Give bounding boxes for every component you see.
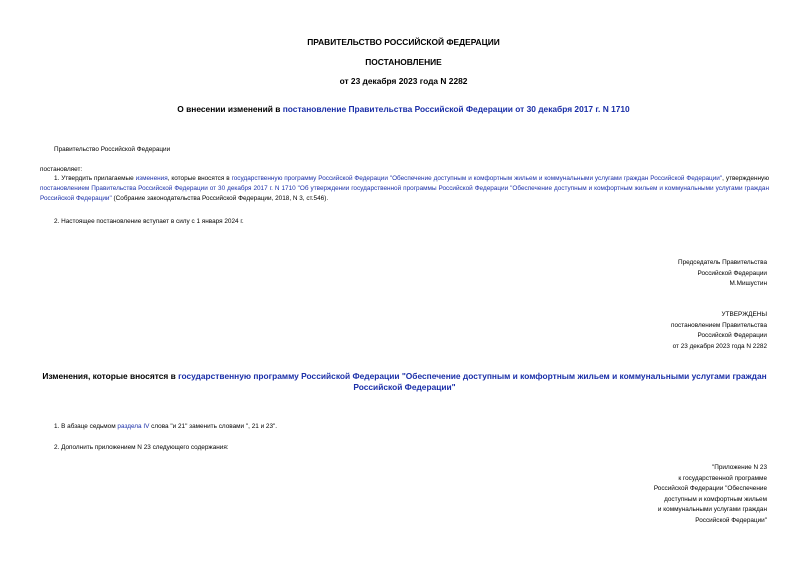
approved-block bbox=[671, 310, 767, 352]
change-item-1 bbox=[54, 422, 277, 432]
appendix-line-2: к государственной программе bbox=[678, 474, 767, 482]
change-item-2: 2. Дополнить приложением N 23 следующего содержания: bbox=[54, 444, 229, 451]
paragraph-1-text-d: (Собрание законодательства Российской Федерации, 2018, N 3, ст.546). bbox=[111, 195, 329, 202]
appendix-line-5: и коммунальными услугами граждан bbox=[657, 506, 767, 513]
document-date-number: от 23 декабря 2023 года N 2282 bbox=[339, 76, 468, 86]
changes-title-prefix: Изменения, которые вносятся в bbox=[42, 371, 179, 381]
document-title-prefix: О внесении изменений в bbox=[177, 104, 283, 114]
government-header: ПРАВИТЕЛЬСТВО РОССИЙСКОЙ ФЕДЕРАЦИИ bbox=[307, 37, 500, 47]
program-link[interactable]: государственную программу Российской Федерации "Обеспечение доступным и комфортным жильем и коммунальными услугами граждан Российской Федерации" bbox=[178, 371, 767, 392]
appendix-block bbox=[654, 463, 767, 526]
issuer-text: Правительство Российской Федерации bbox=[54, 146, 171, 153]
document-type: ПОСТАНОВЛЕНИЕ bbox=[365, 57, 442, 67]
changes-title bbox=[40, 371, 769, 393]
signature-line-2: Российской Федерации bbox=[697, 269, 767, 277]
approved-line-2: постановлением Правительства bbox=[671, 321, 767, 329]
paragraph-1-text-a: 1. Утвердить прилагаемые bbox=[54, 175, 136, 182]
amended-resolution-link[interactable]: постановление Правительства Российской Федерации от 30 декабря 2017 г. N 1710 bbox=[282, 104, 630, 114]
changes-link[interactable]: изменения bbox=[135, 175, 168, 182]
paragraph-2: 2. Настоящее постановление вступает в силу с 1 января 2024 г. bbox=[54, 218, 244, 225]
document-title bbox=[0, 104, 807, 114]
paragraph-1-text-c: , утвержденную bbox=[722, 175, 769, 182]
signature-line-3: М.Мишустин bbox=[729, 280, 767, 287]
paragraph-1 bbox=[40, 174, 769, 204]
change-item-1-text-a: 1. В абзаце седьмом bbox=[54, 423, 118, 430]
appendix-line-6: Российской Федерации" bbox=[695, 516, 767, 524]
signature-block bbox=[678, 258, 767, 290]
appendix-line-3: Российской Федерации "Обеспечение bbox=[653, 485, 767, 492]
resolution-1710-link[interactable]: постановлением Правительства Российской Федерации от 30 декабря 2017 г. N 1710 "Об утверждении государственной программы Российской Федерации "Обеспечение доступным и комфортным жильем и коммунальными услугами граждан Российской Федерации" bbox=[40, 185, 769, 202]
resolves-text: постановляет: bbox=[40, 166, 83, 173]
change-item-1-text-b: слова "и 21" заменить словами ", 21 и 23". bbox=[149, 423, 278, 430]
approved-line-1: УТВЕРЖДЕНЫ bbox=[721, 311, 767, 318]
approved-line-4: от 23 декабря 2023 года N 2282 bbox=[672, 342, 767, 350]
section-iv-link[interactable]: раздела IV bbox=[117, 423, 150, 430]
approved-line-3: Российской Федерации bbox=[697, 332, 767, 339]
paragraph-1-text-b: , которые вносятся в bbox=[167, 175, 232, 182]
appendix-line-1: "Приложение N 23 bbox=[711, 464, 767, 471]
appendix-line-4: доступным и комфортным жильем bbox=[664, 495, 767, 503]
state-program-link[interactable]: государственную программу Российской Федерации "Обеспечение доступным и комфортным жильем и коммунальными услугами граждан Российской Федерации" bbox=[231, 175, 723, 182]
signature-line-1: Председатель Правительства bbox=[678, 259, 767, 266]
